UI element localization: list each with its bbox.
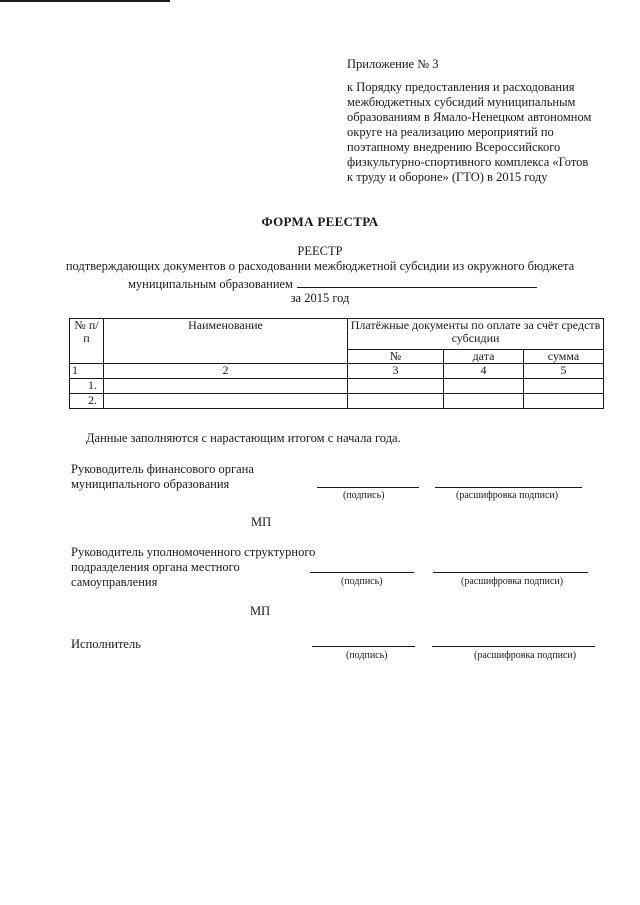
table-cell[interactable] — [444, 394, 524, 409]
col-number: 3 — [348, 364, 444, 379]
signer-title-line: муниципального образования — [71, 477, 230, 491]
table-row — [70, 394, 604, 409]
row-number: 2. — [70, 394, 104, 409]
appendix-line: образованиям в Ямало-Ненецком автономном — [347, 110, 592, 124]
form-title: ФОРМА РЕЕСТРА — [261, 214, 379, 229]
table-cell[interactable] — [104, 379, 348, 394]
top-rule — [0, 0, 170, 2]
appendix-line: физкультурно-спортивного комплекса «Готов — [347, 155, 589, 169]
table-cell[interactable] — [524, 379, 604, 394]
appendix-line: межбюджетных субсидий муниципальным — [347, 95, 576, 109]
col-number: 5 — [524, 364, 604, 379]
sub-sum-header: сумма — [524, 350, 604, 364]
table-cell[interactable] — [348, 394, 444, 409]
appendix-line: поэтапному внедрению Всероссийского — [347, 140, 561, 154]
col-payment-header: Платёжные документы по оплате за счёт средств субсидии — [348, 319, 604, 350]
table-cell[interactable] — [348, 379, 444, 394]
executor-label: Исполнитель — [71, 637, 141, 651]
col-number: 1 — [70, 364, 104, 379]
col-number: 4 — [444, 364, 524, 379]
col-name-header: Наименование — [104, 319, 348, 364]
decode-caption: (расшифровка подписи) — [461, 576, 564, 587]
decode-caption: (расшифровка подписи) — [474, 650, 577, 661]
col-number: 2 — [104, 364, 348, 379]
sub-date-header: дата — [444, 350, 524, 364]
signature-line[interactable] — [310, 572, 414, 573]
decode-line[interactable] — [432, 646, 595, 647]
appendix-line: к Порядку предоставления и расходования — [347, 80, 575, 94]
municipality-blank[interactable] — [297, 275, 537, 288]
signer-title-line: Руководитель уполномоченного структурного — [71, 545, 316, 559]
table-cell[interactable] — [524, 394, 604, 409]
signature-line[interactable] — [312, 646, 415, 647]
signature-caption: (подпись) — [343, 490, 385, 501]
table-cell[interactable] — [444, 379, 524, 394]
register-municipality — [128, 275, 537, 292]
decode-line[interactable] — [435, 487, 582, 488]
signer-title-line: самоуправления — [71, 575, 158, 589]
fill-note: Данные заполняются с нарастающим итогом с начала года. — [86, 431, 401, 445]
table-cell[interactable] — [104, 394, 348, 409]
appendix-header — [347, 57, 617, 185]
finance-head-label — [71, 462, 254, 492]
municipality-label: муниципальным образованием — [128, 277, 293, 291]
sub-no-header: № — [348, 350, 444, 364]
row-number: 1. — [70, 379, 104, 394]
signature-caption: (подпись) — [341, 576, 383, 587]
decode-line[interactable] — [433, 572, 588, 573]
register-table — [69, 318, 604, 409]
appendix-line: к труду и обороне» (ГТО) в 2015 году — [347, 170, 548, 184]
register-title: РЕЕСТР — [297, 244, 343, 258]
appendix-title: Приложение № 3 — [347, 57, 439, 71]
decode-caption: (расшифровка подписи) — [456, 490, 559, 501]
col-no-header: № п/п — [70, 319, 104, 364]
signer-title-line: Руководитель финансового органа — [71, 462, 254, 476]
authorized-head-label — [71, 545, 315, 590]
register-year: за 2015 год — [290, 291, 350, 305]
table-row — [70, 379, 604, 394]
register-subtitle: подтверждающих документов о расходовании межбюджетной субсидии из окружного бюджета — [65, 259, 575, 273]
signer-title-line: подразделения органа местного — [71, 560, 240, 574]
stamp-place: МП — [251, 515, 272, 529]
appendix-line: округе на реализацию мероприятий по — [347, 125, 554, 139]
signature-caption: (подпись) — [346, 650, 388, 661]
signature-line[interactable] — [317, 487, 419, 488]
stamp-place: МП — [250, 604, 271, 618]
